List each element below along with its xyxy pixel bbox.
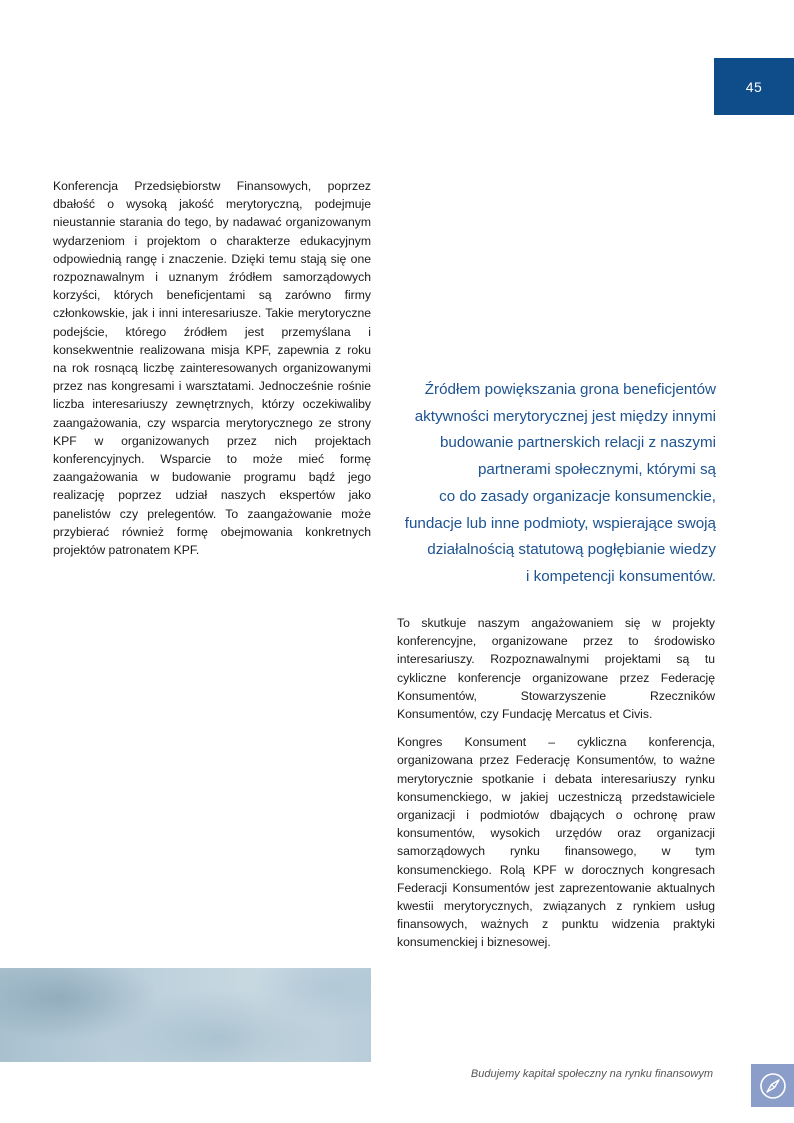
page-number-box [714,58,794,115]
decorative-texture-image [0,968,371,1062]
footer-tagline: Budujemy kapitał społeczny na rynku finansowym [470,1068,713,1080]
pullquote-line: partnerami społecznymi, którymi są [477,461,716,479]
left-paragraph: Konferencja Przedsiębiorstw Finansowych, poprzez dbałość o wysoką jakość merytoryczną, podejmuje nieustannie starania do tego, by nadawać organizowanym wydarzeniom i projektom o charakterze edukacyjnym odpowiednią rangę i znaczenie. Dzięki temu stają się one rozpoznawalnym i uznanym źródłem samorządowych korzyści, których beneficjentami są zarówno firmy członkowskie, jak i inni interesariusze. Takie merytoryczne podejście, którego źródłem jest przemyślana i konsekwentnie realizowana misja KPF, zapewnia z roku na rok rosnącą liczbę zainteresowanych organizowanymi przez nas kongresami i warsztatami. Jednocześnie rośnie liczba interesariuszy zewnętrznych, którzy oczekiwaliby zaangażowania, czy wsparcia merytorycznego ze strony KPF w organizowanych przez nich projektach konferencyjnych. Wsparcie to może mieć formę zaangażowania w budowanie programu bądź jego realizację poprzez udział naszych ekspertów jako panelistów czy prelegentów. To zaangażowanie może przybierać również formę obejmowania konkretnych projektów patronatem KPF. [53,179,371,558]
pullquote-line: aktywności merytorycznej jest między innymi [414,407,716,425]
compass-icon-box [751,1064,794,1107]
right-paragraph-2: Kongres Konsument – cykliczna konferencja, organizowana przez Federację Konsumentów, to ważne merytorycznie spotkanie i debata interesariuszy rynku konsumenckiego, w jakiej uczestniczą przedstawiciele organizacji i podmiotów dbających o ochronę praw konsumentów, wysokich urzędów oraz organizacji samorządowych rynku finansowego, w tym konsumenckiego. Rolą KPF w dorocznych kongresach Federacji Konsumentów jest zaprezentowanie aktualnych kwestii merytorycznych, związanych z rynkiem usług finansowych, ważnych z punktu widzenia praktyki konsumenckiej i biznesowej. [397,735,715,950]
pullquote-line: i kompetencji konsumentów. [526,567,716,585]
compass-icon [758,1071,788,1101]
pullquote-line: budowanie partnerskich relacji z naszymi [439,434,716,452]
right-paragraph-1: To skutkuje naszym angażowaniem się w projekty konferencyjne, organizowane przez to środowisko interesariuszy. Rozpoznawalnymi projektami są tu cykliczne konferencje organizowane przez Federację Konsumentów, Stowarzyszenie Rzeczników Konsumentów, czy Fundację Mercatus et Civis. [397,616,715,722]
pullquote-line: co do zasady organizacje konsumenckie, [439,487,716,505]
left-column [53,177,371,559]
pullquote-line: Źródłem powiększania grona beneficjentów [424,381,716,398]
page-number: 45 [745,78,763,95]
pullquote-line: fundacje lub inne podmioty, wspierające swoją [404,514,716,532]
pullquote-line: działalnością statutową pogłębianie wiedzy [427,541,716,559]
pullquote [400,377,716,591]
right-column [397,614,715,962]
